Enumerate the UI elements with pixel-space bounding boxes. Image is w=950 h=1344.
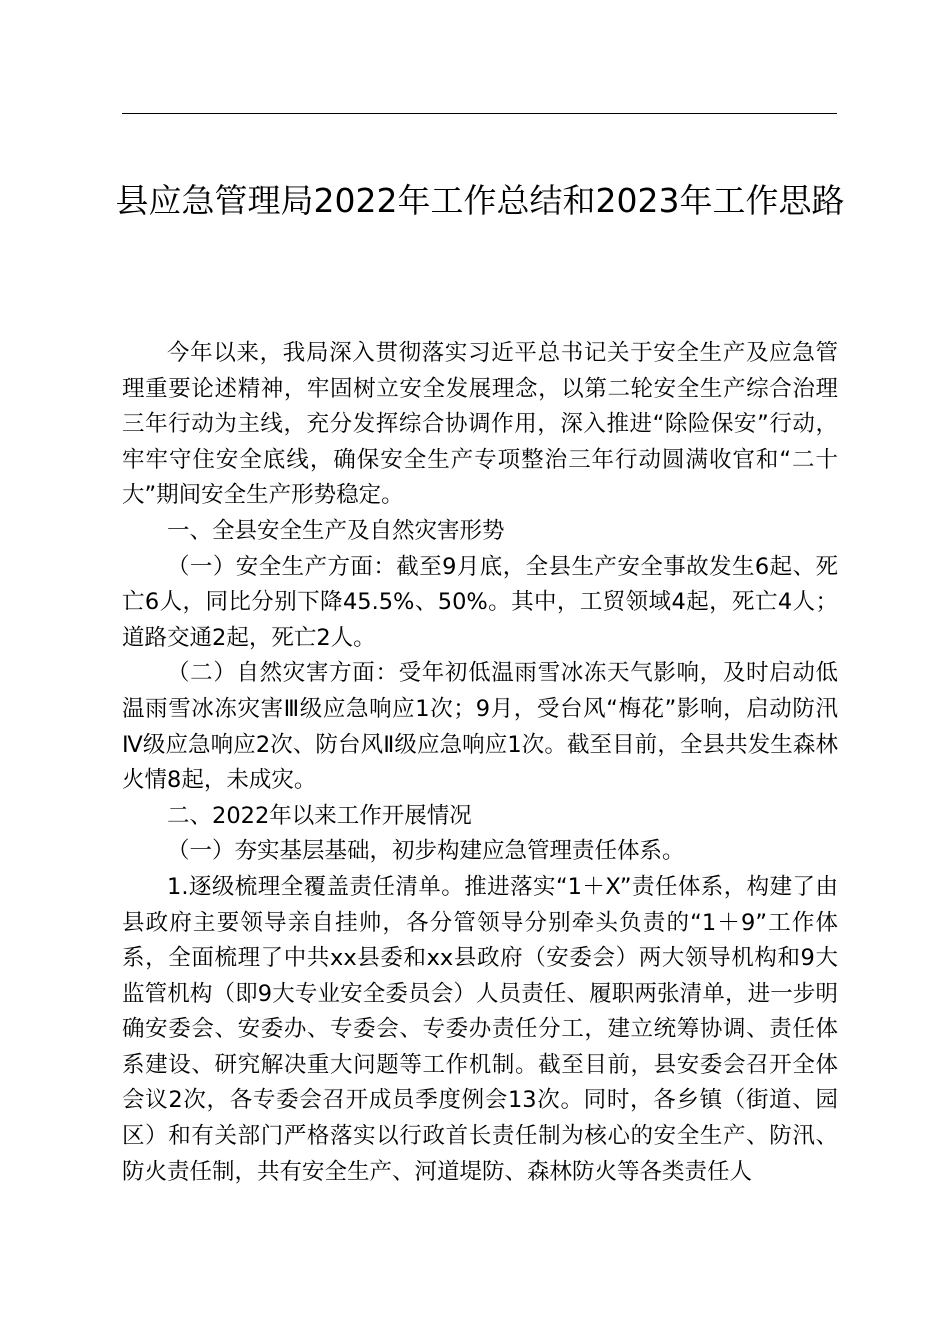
natural-disaster-paragraph: （二）自然灾害方面：受年初低温雨雪冰冻天气影响，及时启动低温雨雪冰冻灾害Ⅲ级应急响应1次；9月，受台风“梅花”影响，启动防汛Ⅳ级应急响应2次、防台风Ⅱ级应急响应1次。截至目前，全县共发生森林火情8起，未成灾。 — [122, 660, 838, 794]
header-rule — [122, 113, 837, 114]
document-title: 县应急管理局2022年工作总结和2023年工作思路 — [115, 181, 845, 220]
intro-paragraph: 今年以来，我局深入贯彻落实习近平总书记关于安全生产及应急管理重要论述精神，牢固树立安全发展理念，以第二轮安全生产综合治理三年行动为主线，充分发挥综合协调作用，深入推进“除险保安”行动，牢牢守住安全底线，确保安全生产专项整治三年行动圆满收官和“二十大”期间安全生产形势稳定。 — [122, 340, 838, 509]
document-body — [122, 336, 838, 1190]
subsection-heading-1: （一）夯实基层基础，初步构建应急管理责任体系。 — [167, 838, 685, 865]
section-heading-2: 二、2022年以来工作开展情况 — [167, 802, 472, 829]
safety-production-paragraph: （一）安全生产方面：截至9月底，全县生产安全事故发生6起、死亡6人，同比分别下降45.5%、50%。其中，工贸领域4起，死亡4人；道路交通2起，死亡2人。 — [122, 553, 838, 651]
section-heading-1: 一、全县安全生产及自然灾害形势 — [167, 517, 505, 544]
responsibility-list-paragraph: 1.逐级梳理全覆盖责任清单。推进落实“1＋X”责任体系，构建了由县政府主要领导亲自挂帅，各分管领导分别牵头负责的“1＋9”工作体系，全面梳理了中共xx县委和xx县政府（安委会）两大领导机构和9大监管机构（即9大专业安全委员会）人员责任、履职两张清单，进一步明确安委会、安委办、专委会、专委办责任分工，建立统筹协调、责任体系建设、研究解决重大问题等工作机制。截至目前，县安委会召开全体会议2次，各专委会召开成员季度例会13次。同时，各乡镇（街道、园区）和有关部门严格落实以行政首长责任制为核心的安全生产、防汛、防火责任制，共有安全生产、河道堤防、森林防火等各类责任人 — [122, 873, 838, 1185]
